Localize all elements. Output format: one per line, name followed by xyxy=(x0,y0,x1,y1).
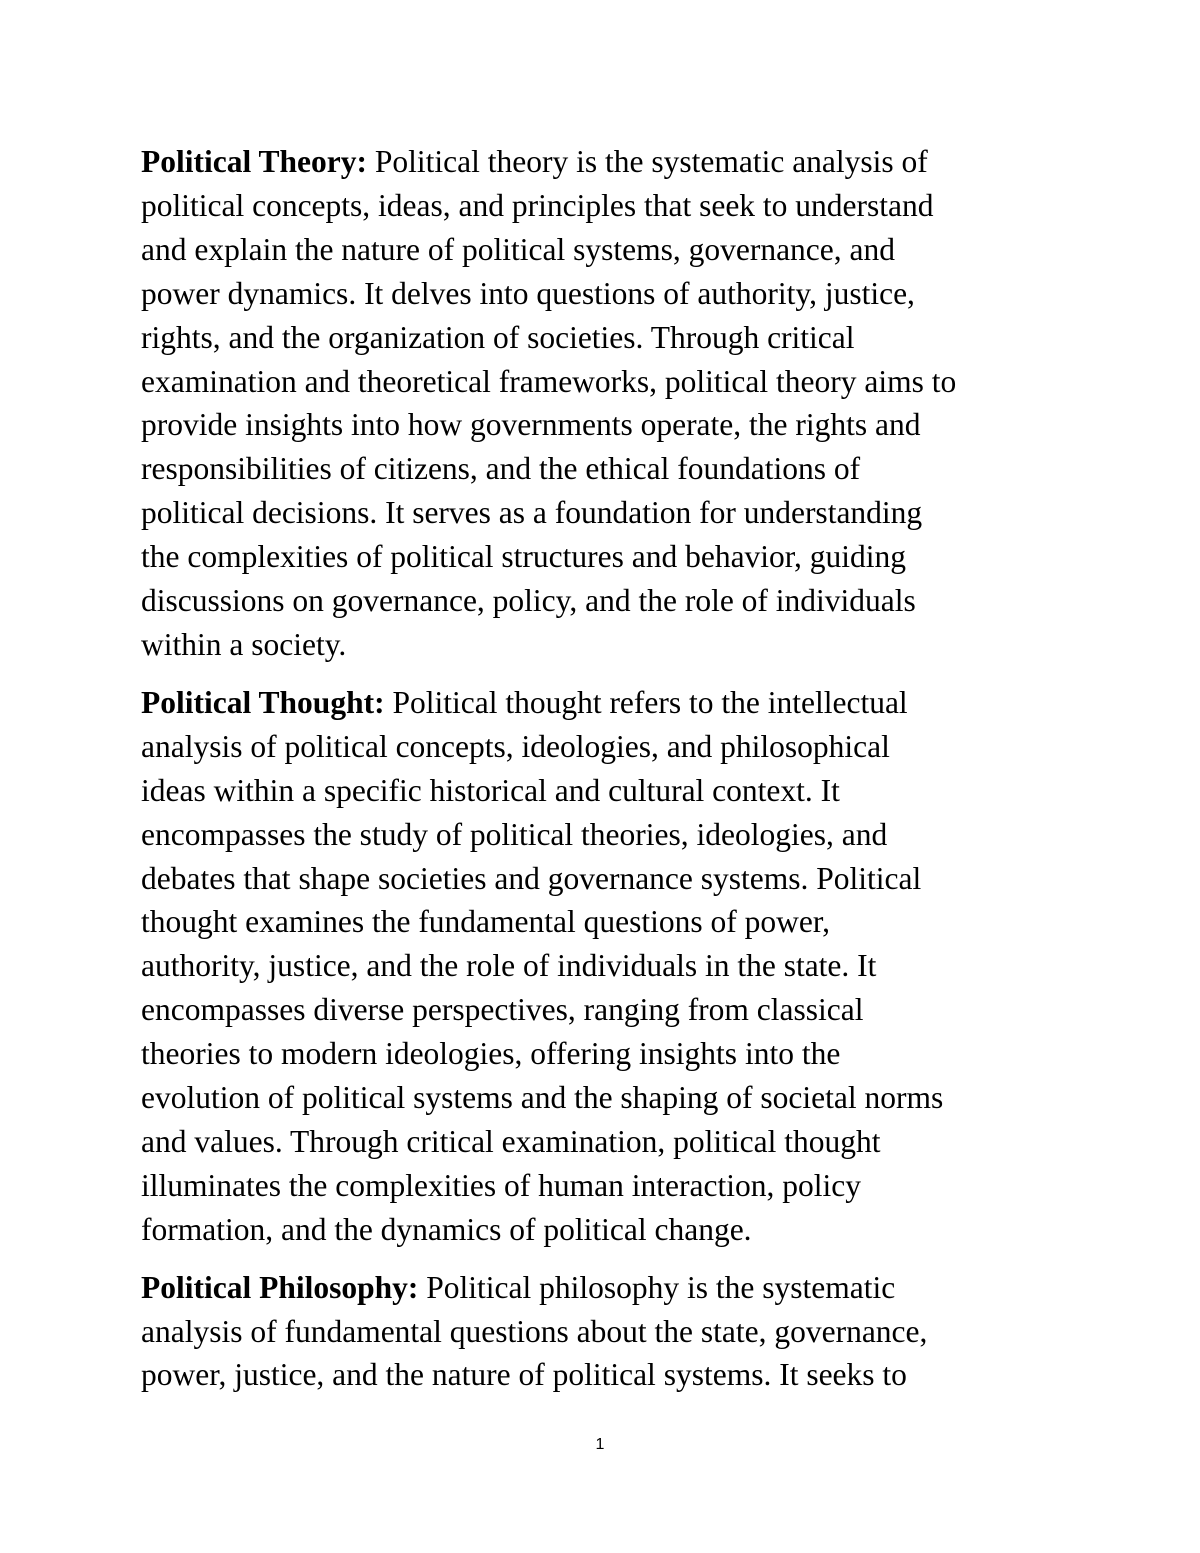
text-line: and values. Through critical examination, political thought xyxy=(141,1123,881,1159)
text-line: responsibilities of citizens, and the ethical foundations of xyxy=(141,451,861,487)
text-line xyxy=(141,1266,1076,1310)
text-line: and explain the nature of political systems, governance, and xyxy=(141,231,896,267)
text-line: power, justice, and the nature of political systems. It seeks to xyxy=(141,1357,907,1393)
text-segment: Political philosophy is the systematic xyxy=(418,1269,896,1305)
text-line: thought examines the fundamental questions of power, xyxy=(141,904,830,940)
text-line: authority, justice, and the role of individuals in the state. It xyxy=(141,948,877,984)
paragraph-political-thought xyxy=(141,681,1076,1252)
text-segment: Political theory is the systematic analysis of xyxy=(367,144,928,179)
text-line: political concepts, ideas, and principles that seek to understand xyxy=(141,187,934,223)
text-segment: Political thought refers to the intellectual xyxy=(384,684,908,720)
text-line: theories to modern ideologies, offering insights into the xyxy=(141,1036,841,1072)
text-line: ideas within a specific historical and cultural context. It xyxy=(141,772,840,808)
text-line: formation, and the dynamics of political change. xyxy=(141,1211,752,1247)
text-line: analysis of political concepts, ideologies, and philosophical xyxy=(141,728,890,764)
paragraph-political-philosophy xyxy=(141,1266,1076,1398)
text-line: discussions on governance, policy, and the role of individuals xyxy=(141,583,916,619)
paragraph-political-theory xyxy=(141,140,1076,667)
term-heading: Political Philosophy: xyxy=(141,1269,419,1305)
term-heading: Political Thought: xyxy=(141,684,385,720)
text-line: provide insights into how governments operate, the rights and xyxy=(141,407,921,443)
term-heading: Political Theory: xyxy=(141,144,368,179)
text-line: encompasses diverse perspectives, ranging from classical xyxy=(141,992,864,1028)
text-line: encompasses the study of political theories, ideologies, and xyxy=(141,816,888,852)
text-line: power dynamics. It delves into questions of authority, justice, xyxy=(141,275,915,311)
text-line: examination and theoretical frameworks, political theory aims to xyxy=(141,363,957,399)
text-line: political decisions. It serves as a foundation for understanding xyxy=(141,495,923,531)
document-body xyxy=(141,140,1076,1411)
text-line: rights, and the organization of societies. Through critical xyxy=(141,319,855,355)
text-line xyxy=(141,140,1076,184)
text-line: analysis of fundamental questions about the state, governance, xyxy=(141,1313,928,1349)
text-line: illuminates the complexities of human interaction, policy xyxy=(141,1167,861,1203)
text-line xyxy=(141,681,1076,725)
text-line: the complexities of political structures and behavior, guiding xyxy=(141,539,907,575)
text-line: within a society. xyxy=(141,626,347,662)
page-number: 1 xyxy=(595,1436,605,1453)
text-line: evolution of political systems and the shaping of societal norms xyxy=(141,1080,944,1116)
text-line: debates that shape societies and governance systems. Political xyxy=(141,860,922,896)
